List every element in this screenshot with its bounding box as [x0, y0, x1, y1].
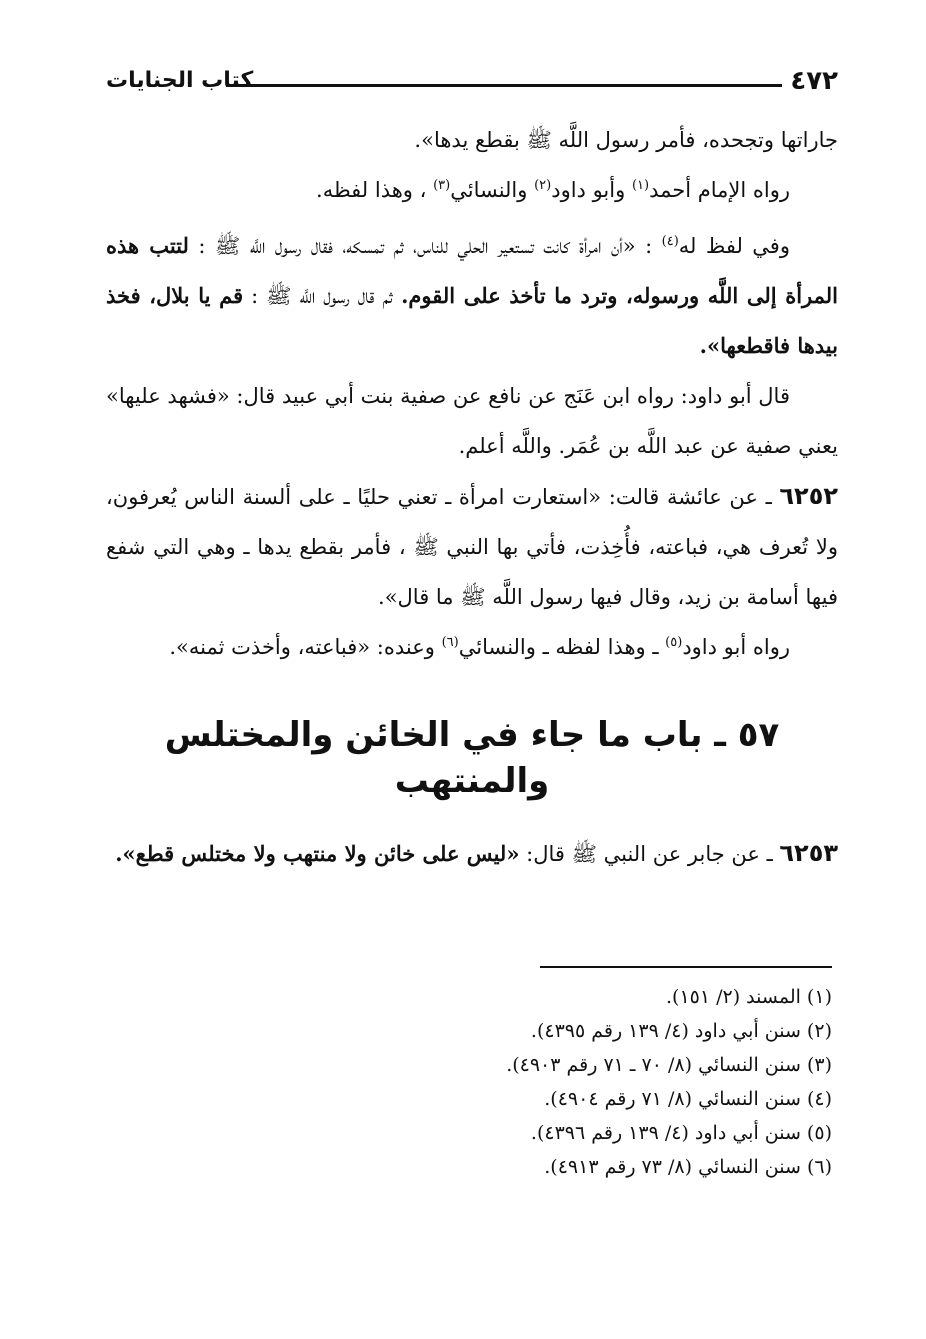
- text-run: ـ وهذا لفظه ـ والنسائي: [458, 635, 666, 659]
- bold-quote: لتتب هذه المرأة إلى اللَّه ورسوله، وترد ما تأخذ على القوم.: [106, 233, 838, 308]
- hadith-number: ٦٢٥٢: [779, 482, 838, 510]
- footnote: (٦) سنن النسائي (٨/ ٧٣ رقم ٤٩١٣).: [544, 1156, 832, 1178]
- page-number: ٤٧٢: [790, 66, 838, 96]
- hadith-6252: [106, 471, 838, 622]
- hadith-text: ـ عن عائشة قالت: «استعارت امرأة ـ تعني حليًا ـ على ألسنة الناس يُعرفون، ولا تُعرف هي، فباعته، فأُخِذت، فأتي بها النبي ﷺ ، فأمر بقطع يدها ـ وهي التي شفع فيها أسامة بن زيد، وقال فيها رسول اللَّه ﷺ ما قال».: [106, 485, 838, 609]
- footnote-ref-4: (٤): [661, 234, 679, 249]
- footnote-ref-3: (٣): [433, 178, 451, 193]
- running-title: كتاب الجنايات: [106, 68, 254, 93]
- paragraph-narrators-2: [106, 622, 838, 672]
- text-run: وفي لفظ له: [678, 234, 790, 258]
- footnote: (٣) سنن النسائي (٨/ ٧٠ ـ ٧١ رقم ٤٩٠٣).: [506, 1054, 832, 1076]
- text-run: وأبو داود: [551, 178, 632, 202]
- text-run: رواه الإمام أحمد: [649, 178, 790, 202]
- text-run: رواه أبو داود: [682, 635, 790, 659]
- hadith-6253: [106, 828, 838, 879]
- footnotes: [232, 980, 832, 1184]
- paragraph-variant: [106, 221, 838, 371]
- bold-quote: قم يا بلال، فخذ بيدها فاقطعها».: [106, 283, 838, 358]
- text-run: والنسائي: [450, 178, 535, 202]
- footnote: (٤) سنن النسائي (٨/ ٧١ رقم ٤٩٠٤).: [544, 1088, 832, 1110]
- hadith-text: ـ عن جابر عن النبي ﷺ قال:: [519, 842, 780, 866]
- paragraph-continuation: جاراتها وتجحده، فأمر رسول اللَّه ﷺ بقطع يدها».: [414, 128, 838, 152]
- text-run: : «أن امرأة كانت تستعير الحلي للناس، ثم تمسكه، فقال رسول اللَّه ﷺ :: [188, 234, 662, 258]
- hadith-number: ٦٢٥٣: [779, 839, 838, 867]
- footnote-ref-5: (٥): [665, 635, 683, 650]
- text-run: ، وهذا لفظه.: [316, 178, 434, 202]
- chapter-heading: ٥٧ ـ باب ما جاء في الخائن والمختلس والمنتهب: [164, 715, 780, 801]
- paragraph-abu-dawud: قال أبو داود: رواه ابن عَنَج عن نافع عن صفية بنت أبي عبيد قال: «فشهد عليها» يعني صفية عن عبد اللَّه بن عُمَر. واللَّه أعلم.: [106, 384, 838, 458]
- footnote-rule: [540, 966, 832, 968]
- footnote: (٢) سنن أبي داود (٤/ ١٣٩ رقم ٤٣٩٥).: [530, 1020, 832, 1042]
- footnote-ref-6: (٦): [441, 635, 459, 650]
- bold-quote: «ليس على خائن ولا منتهب ولا مختلس قطع».: [115, 841, 520, 866]
- footnote: (١) المسند (٢/ ١٥١).: [665, 986, 832, 1008]
- paragraph-narrators: [106, 165, 838, 215]
- footnote-ref-1: (١): [631, 178, 650, 193]
- footnote: (٥) سنن أبي داود (٤/ ١٣٩ رقم ٤٣٩٦).: [530, 1122, 832, 1144]
- header-rule: [226, 84, 782, 87]
- footnote-ref-2: (٢): [534, 178, 552, 193]
- text-run: وعنده: «فباعته، وأخذت ثمنه».: [169, 635, 442, 659]
- main-text: [106, 115, 838, 879]
- page-header: [106, 62, 838, 102]
- text-run: ثم قال رسول اللَّه ﷺ :: [243, 284, 393, 308]
